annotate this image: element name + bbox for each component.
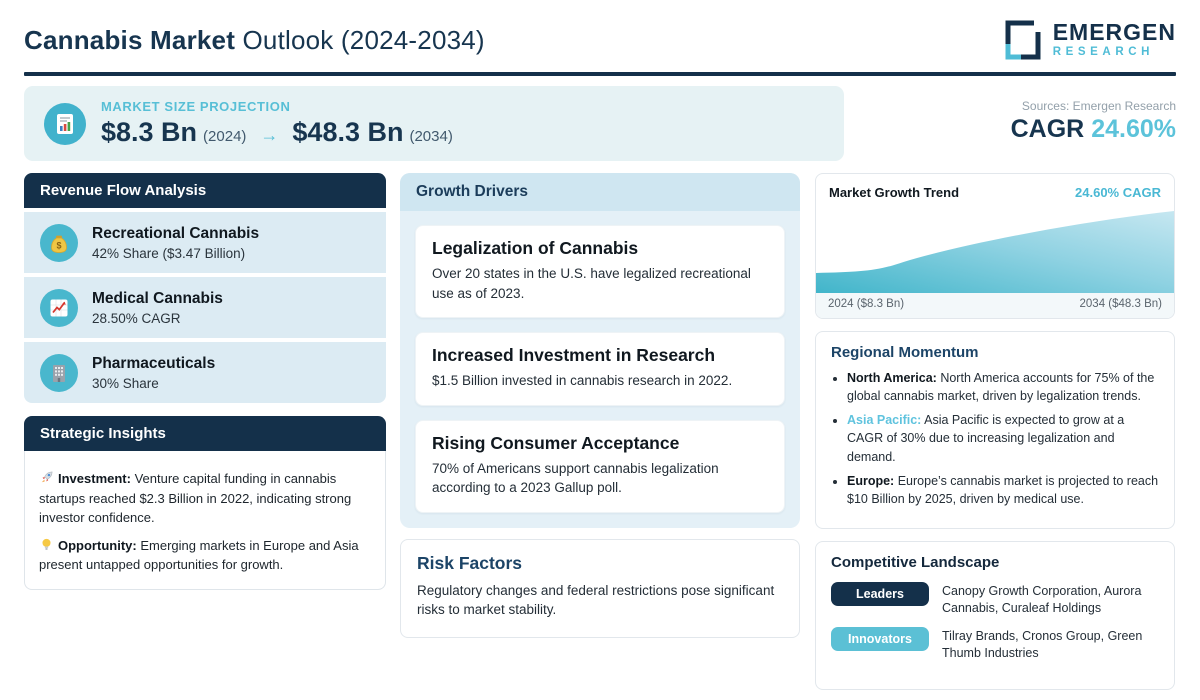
strategic-insights-card [24,416,386,590]
competitive-landscape-card [815,541,1175,691]
cagr-block [844,86,1176,161]
risk-factors-header: Risk Factors [417,552,523,573]
growth-driver-card [415,332,785,406]
rocket-icon [39,470,54,485]
region-label: North America: [847,371,937,385]
end-value: $48.3 Bn [292,117,404,147]
revenue-row-text [92,290,223,326]
growth-driver-title: Legalization of Cannabis [432,238,639,258]
chart-up-glyph [47,296,71,320]
page-title [24,25,485,56]
right-column [815,173,1175,690]
market-size-banner [24,86,844,161]
strategic-insights-header: Strategic Insights [24,416,386,451]
left-column [24,173,386,690]
revenue-item-subtitle: 42% Share ($3.47 Billion) [92,245,246,261]
revenue-item-subtitle: 28.50% CAGR [92,310,181,326]
building-icon [40,354,78,392]
strategic-insights-body [24,451,386,590]
revenue-item-subtitle: 30% Share [92,375,159,391]
trend-title: Market Growth Trend [829,185,960,200]
cagr-line [844,115,1176,144]
innovators-companies: Tilray Brands, Cronos Group, Green Thumb Industries [942,628,1143,660]
trend-cagr: 24.60% CAGR [1075,185,1161,200]
growth-driver-card [415,420,785,513]
growth-driver-title: Rising Consumer Acceptance [432,432,680,453]
revenue-row-recreational [24,212,386,273]
insight-opportunity [39,536,371,575]
insight-text: Emerging markets in Europe and Asia present untapped opportunities for growth. [39,537,359,572]
region-item-europe [847,472,1159,508]
logo-subname: RESEARCH [1052,46,1155,59]
cagr-value: 24.60% [1091,115,1176,143]
insight-text: Venture capital funding in cannabis startups reached $2.3 Billion in 2022, indicating strong investor confidence. [39,471,352,525]
region-item-north-america [847,369,1159,405]
money-bag-glyph [47,231,71,255]
sources-note: Sources: Emergen Research [1021,99,1176,113]
risk-factors-card [400,539,800,638]
market-growth-trend-card [815,173,1175,319]
growth-drivers-section [400,173,800,528]
competitive-landscape-header: Competitive Landscape [831,553,1000,571]
arrow-right-icon: → [260,125,279,145]
insight-label: Investment: [58,471,131,486]
regional-momentum-card [815,331,1175,529]
growth-driver-title: Increased Investment in Research [432,345,716,366]
trend-end-label: 2034 ($48.3 Bn) [1079,298,1162,310]
revenue-item-title: Medical Cannabis [92,289,223,307]
end-year: (2034) [409,128,453,145]
revenue-row-text [92,355,215,391]
cagr-label: CAGR [1010,115,1085,143]
growth-drivers-body [400,211,800,528]
growth-driver-text: Over 20 states in the U.S. have legalized recreational use as of 2023. [432,266,751,301]
competitive-group-innovators [831,627,1159,662]
svg-text:$: $ [56,240,62,251]
region-text: Europe’s cannabis market is projected to reach $10 Billion by 2025, driven by medical use. [847,473,1159,506]
page-title-bold: Cannabis Market [24,24,236,55]
revenue-flow-header: Revenue Flow Analysis [24,173,386,208]
region-label: Europe: [847,473,895,488]
bar-chart-doc-icon [44,103,86,145]
money-bag-icon [40,224,78,262]
market-size-values [101,117,453,148]
regional-momentum-list [831,369,1159,508]
market-size-row [24,86,1176,161]
region-text: Asia Pacific is expected to grow at a CAGR of 30% due to increasing legalization and demand. [847,413,1125,464]
growth-driver-text: $1.5 Billion invested in cannabis research in 2022. [432,373,733,389]
content-grid [24,173,1176,690]
market-size-label: MARKET SIZE PROJECTION [101,99,291,114]
logo-text [1053,21,1176,59]
leaders-badge: Leaders [831,582,929,606]
insight-investment [39,469,371,528]
middle-column [400,173,800,690]
logo-square-icon [1001,18,1045,62]
trend-start-label: 2024 ($8.3 Bn) [828,298,905,310]
insight-label: Opportunity: [58,537,137,553]
header [24,16,1176,64]
competitive-group-leaders [831,582,1159,617]
page-title-rest: Outlook (2024-2034) [235,24,485,55]
start-year: (2024) [203,128,247,145]
header-divider [24,72,1176,76]
revenue-row-medical [24,277,386,338]
chart-up-icon [40,289,78,327]
region-item-asia-pacific [847,411,1159,465]
revenue-item-title: Pharmaceuticals [92,354,216,372]
leaders-companies: Canopy Growth Corporation, Aurora Cannabis, Curaleaf Holdings [942,583,1142,615]
region-text: North America accounts for 75% of the global cannabis market, driven by legalization trends. [847,371,1155,404]
building-glyph [47,361,71,385]
revenue-row-pharma [24,342,386,403]
innovators-badge: Innovators [831,627,929,651]
trend-axis-labels [816,293,1174,318]
revenue-flow-card [24,173,386,403]
revenue-item-title: Recreational Cannabis [92,224,260,242]
market-size-content [101,99,453,148]
region-label: Asia Pacific: [847,413,922,428]
start-value: $8.3 Bn [101,117,198,147]
growth-driver-card [415,225,785,318]
growth-area-chart [816,207,1174,293]
growth-drivers-header: Growth Drivers [400,173,800,211]
risk-factors-text: Regulatory changes and federal restrictions pose significant risks to market stability. [417,582,775,618]
growth-driver-text: 70% of Americans support cannabis legalization according to a 2023 Gallup poll. [432,460,719,496]
lightbulb-icon [39,537,54,552]
logo-name: EMERGEN [1052,19,1176,46]
regional-momentum-header: Regional Momentum [831,344,979,361]
revenue-row-text [92,225,259,261]
trend-card-header [816,174,1174,207]
bar-chart-doc-glyph [53,112,77,136]
emergen-logo [1001,18,1176,62]
